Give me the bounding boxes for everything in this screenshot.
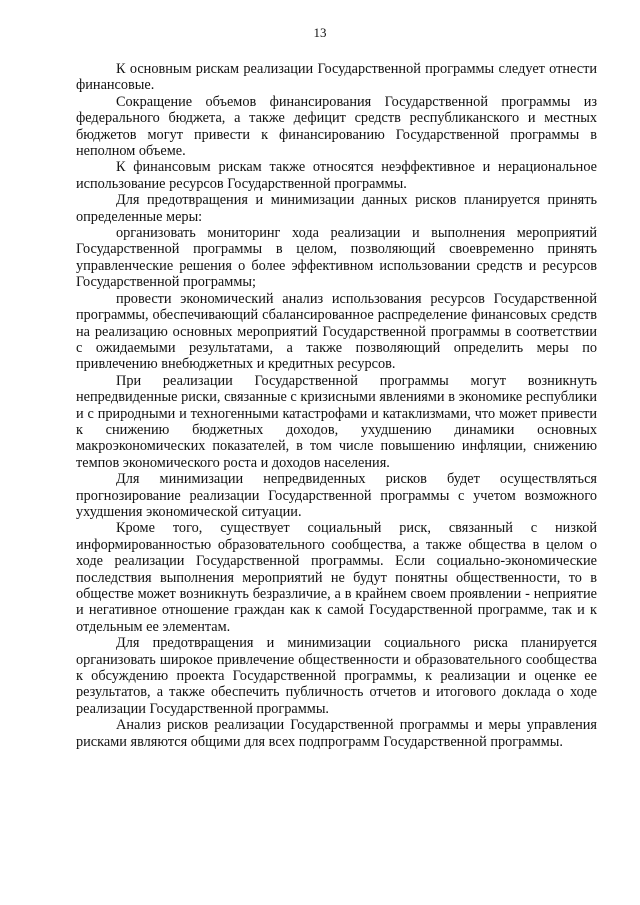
- page-number: 13: [313, 25, 327, 40]
- paragraph-inefficient-use: К финансовым рискам также относятся неэффективное и нерациональное использование ресурсов Государственной программы.: [76, 159, 597, 192]
- paragraph-monitoring-measure: организовать мониторинг хода реализации и выполнения мероприятий Государственной программы в целом, позволяющий своевременно принять управленческие решения о более эффективном использовании средств и ресурсов Государственной программы;: [76, 225, 597, 291]
- paragraph-forecasting: Для минимизации непредвиденных рисков будет осуществляться прогнозирование реализации Государственной программы с учетом возможного ухудшения экономической ситуации.: [76, 471, 597, 520]
- paragraph-economic-analysis-measure: провести экономический анализ использования ресурсов Государственной программы, обеспечивающий сбалансированное распределение финансовых средств на реализацию основных мероприятий Государственной программы в соответствии с ожидаемыми результатами, а также позволяющий определить меры по привлечению внебюджетных и кредитных ресурсов.: [76, 290, 597, 373]
- document-body: [76, 61, 597, 750]
- paragraph-unforeseen-risks: При реализации Государственной программы могут возникнуть непредвиденные риски, связанные с кризисными явлениями в экономике республики и с природными и техногенными катастрофами и катаклизмами, что может привести к снижению бюджетных доходов, ухудшению динамики основных макроэкономических показателей, в том числе повышению инфляции, снижению темпов экономического роста и доходов населения.: [76, 372, 597, 471]
- paragraph-funding-reduction: Сокращение объемов финансирования Государственной программы из федерального бюджета, а также дефицит средств республиканского и местных бюджетов могут привести к финансированию Государственной программы в неполном объеме.: [76, 93, 597, 160]
- paragraph-social-risk-mitigation: Для предотвращения и минимизации социального риска планируется организовать широкое привлечение общественности и образовательного сообщества к обсуждению проекта Государственной программы, к реализации и оценке ее результатов, а также обеспечить публичность отчетов и итогового доклада о ходе реализации Государственной программы.: [76, 635, 597, 717]
- paragraph-risk-analysis-conclusion: Анализ рисков реализации Государственной программы и меры управления рисками являются общими для всех подпрограмм Государственной программы.: [76, 717, 597, 750]
- paragraph-social-risk: Кроме того, существует социальный риск, связанный с низкой информированностью образовательного сообщества, а также общества в целом о ходе реализации Государственной программы. Если социально-экономические последствия выполнения мероприятий не будут понятны общественности, то в обществе может возникнуть безразличие, а в крайнем своем проявлении - неприятие и негативное отношение граждан как к самой Государственной программе, так и к отдельным ее элементам.: [76, 520, 597, 635]
- paragraph-measures-intro: Для предотвращения и минимизации данных рисков планируется принять определенные меры:: [76, 192, 597, 225]
- paragraph-financial-risks-intro: К основным рискам реализации Государственной программы следует отнести финансовые.: [76, 61, 597, 94]
